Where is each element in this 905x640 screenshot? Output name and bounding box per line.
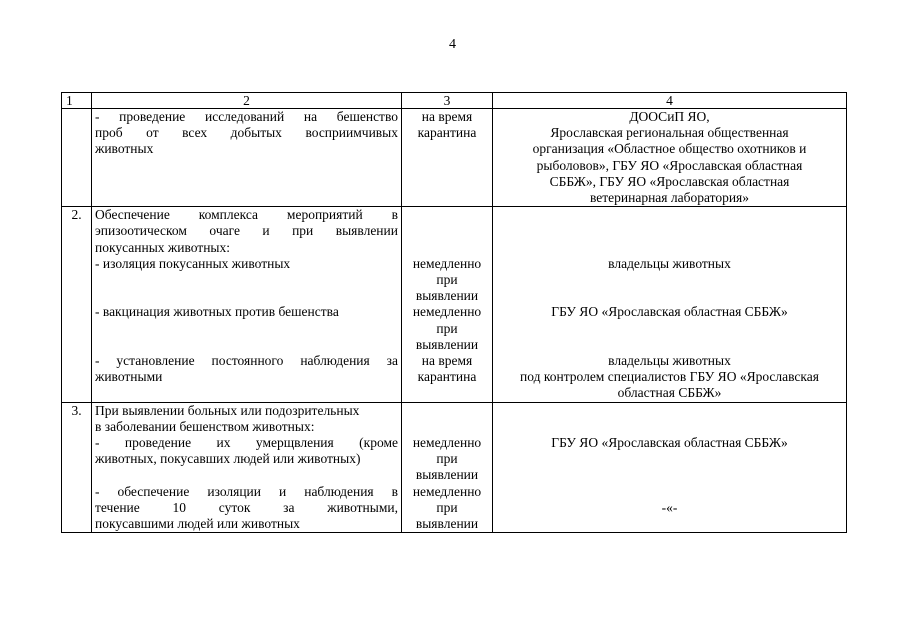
- row-number: 2.: [62, 207, 92, 402]
- executor-line: [496, 419, 843, 435]
- term-line: немедленно: [412, 483, 482, 499]
- executor-line: ДООСиП ЯО,: [629, 109, 710, 124]
- executor-line: ГБУ ЯО «Ярославская областная СББЖ»: [551, 304, 788, 320]
- executor-cell: [493, 207, 847, 402]
- executor-cell: [493, 402, 847, 533]
- executor-line: [496, 223, 843, 239]
- table-row: [62, 207, 847, 402]
- executor-line: СББЖ», ГБУ ЯО «Ярославская областная: [549, 173, 790, 189]
- action-line: покусавшими людей или животных: [95, 515, 300, 531]
- table-row: [62, 109, 847, 207]
- executor-line: [496, 288, 843, 304]
- term-line: на время: [421, 109, 473, 124]
- action-line: - вакцинация животных против бешенства: [95, 304, 339, 320]
- action-line: течение 10 суток за животными,: [95, 499, 398, 515]
- action-line: животных: [95, 141, 154, 157]
- term-cell: [402, 109, 493, 207]
- row-number: [62, 109, 92, 207]
- term-line: немедленно: [412, 434, 482, 450]
- action-line: в заболевании бешенством животных:: [95, 418, 315, 434]
- action-line: покусанных животных:: [95, 239, 230, 255]
- action-line: - установление постоянного наблюдения за: [95, 352, 398, 368]
- header-col-2: 2: [92, 93, 402, 109]
- term-line: выявлении: [415, 515, 479, 531]
- table-body: [62, 109, 847, 533]
- term-line: [405, 223, 489, 239]
- action-line: [95, 467, 398, 483]
- measures-table: [61, 92, 847, 533]
- term-cell: [402, 402, 493, 533]
- table-row: [62, 402, 847, 533]
- executor-line: рыболовов», ГБУ ЯО «Ярославская областная: [536, 157, 803, 173]
- action-line: Обеспечение комплекса мероприятий в: [95, 207, 398, 223]
- term-line: немедленно: [412, 255, 482, 271]
- executor-line: владельцы животных: [608, 352, 731, 368]
- header-col-3: 3: [402, 93, 493, 109]
- action-line: проб от всех добытых восприимчивых: [95, 125, 398, 141]
- action-line: [95, 272, 398, 288]
- executor-cell: [493, 109, 847, 207]
- action-line: При выявлении больных или подозрительных: [95, 402, 360, 418]
- term-line: выявлении: [415, 288, 479, 304]
- executor-line: [496, 337, 843, 353]
- executor-line: Ярославская региональная общественная: [550, 125, 789, 141]
- term-line: при: [436, 320, 458, 336]
- term-line: на время: [421, 353, 473, 368]
- term-line: при: [436, 499, 458, 515]
- term-line: [405, 240, 489, 256]
- executor-line: под контролем специалистов ГБУ ЯО «Ярославская: [520, 369, 819, 385]
- action-line: [95, 321, 398, 337]
- header-col-1: 1: [62, 93, 92, 109]
- term-line: выявлении: [415, 336, 479, 352]
- executor-line: [496, 207, 843, 223]
- action-line: животных, покусавших людей или животных): [95, 451, 361, 467]
- action-line: - проведение исследований на бешенство: [95, 109, 398, 124]
- term-line: немедленно: [412, 304, 482, 320]
- executor-line: [496, 321, 843, 337]
- executor-line: организация «Областное общество охотников и: [532, 141, 807, 157]
- term-line: [405, 207, 489, 223]
- executor-line: -«-: [661, 499, 678, 515]
- action-line: [95, 288, 398, 304]
- term-line: карантина: [417, 125, 477, 141]
- action-cell: [92, 109, 402, 207]
- executor-line: [496, 516, 843, 532]
- executor-line: [496, 451, 843, 467]
- term-line: [405, 403, 489, 419]
- table-header-row: [62, 93, 847, 109]
- row-number: 3.: [62, 402, 92, 533]
- term-line: выявлении: [415, 467, 479, 483]
- term-cell: [402, 207, 493, 402]
- action-line: - изоляция покусанных животных: [95, 255, 291, 271]
- header-col-4: 4: [493, 93, 847, 109]
- executor-line: [496, 467, 843, 483]
- action-line: эпизоотическом очаге и при выявлении: [95, 223, 398, 239]
- executor-line: [496, 403, 843, 419]
- term-line: [405, 419, 489, 435]
- action-line: животными: [95, 369, 163, 385]
- action-cell: [92, 207, 402, 402]
- action-line: - проведение их умерщвления (кроме: [95, 434, 398, 450]
- term-line: карантина: [417, 369, 477, 385]
- term-line: при: [436, 451, 458, 467]
- executor-line: ГБУ ЯО «Ярославская областная СББЖ»: [551, 434, 788, 450]
- executor-line: владельцы животных: [608, 255, 731, 271]
- action-cell: [92, 402, 402, 533]
- executor-line: ветеринарная лаборатория»: [589, 190, 750, 206]
- action-line: [95, 337, 398, 353]
- executor-line: [496, 240, 843, 256]
- executor-line: [496, 484, 843, 500]
- term-line: при: [436, 271, 458, 287]
- executor-line: [496, 272, 843, 288]
- action-line: - обеспечение изоляции и наблюдения в: [95, 483, 398, 499]
- executor-line: областная СББЖ»: [617, 385, 722, 401]
- page-number: 4: [449, 37, 456, 52]
